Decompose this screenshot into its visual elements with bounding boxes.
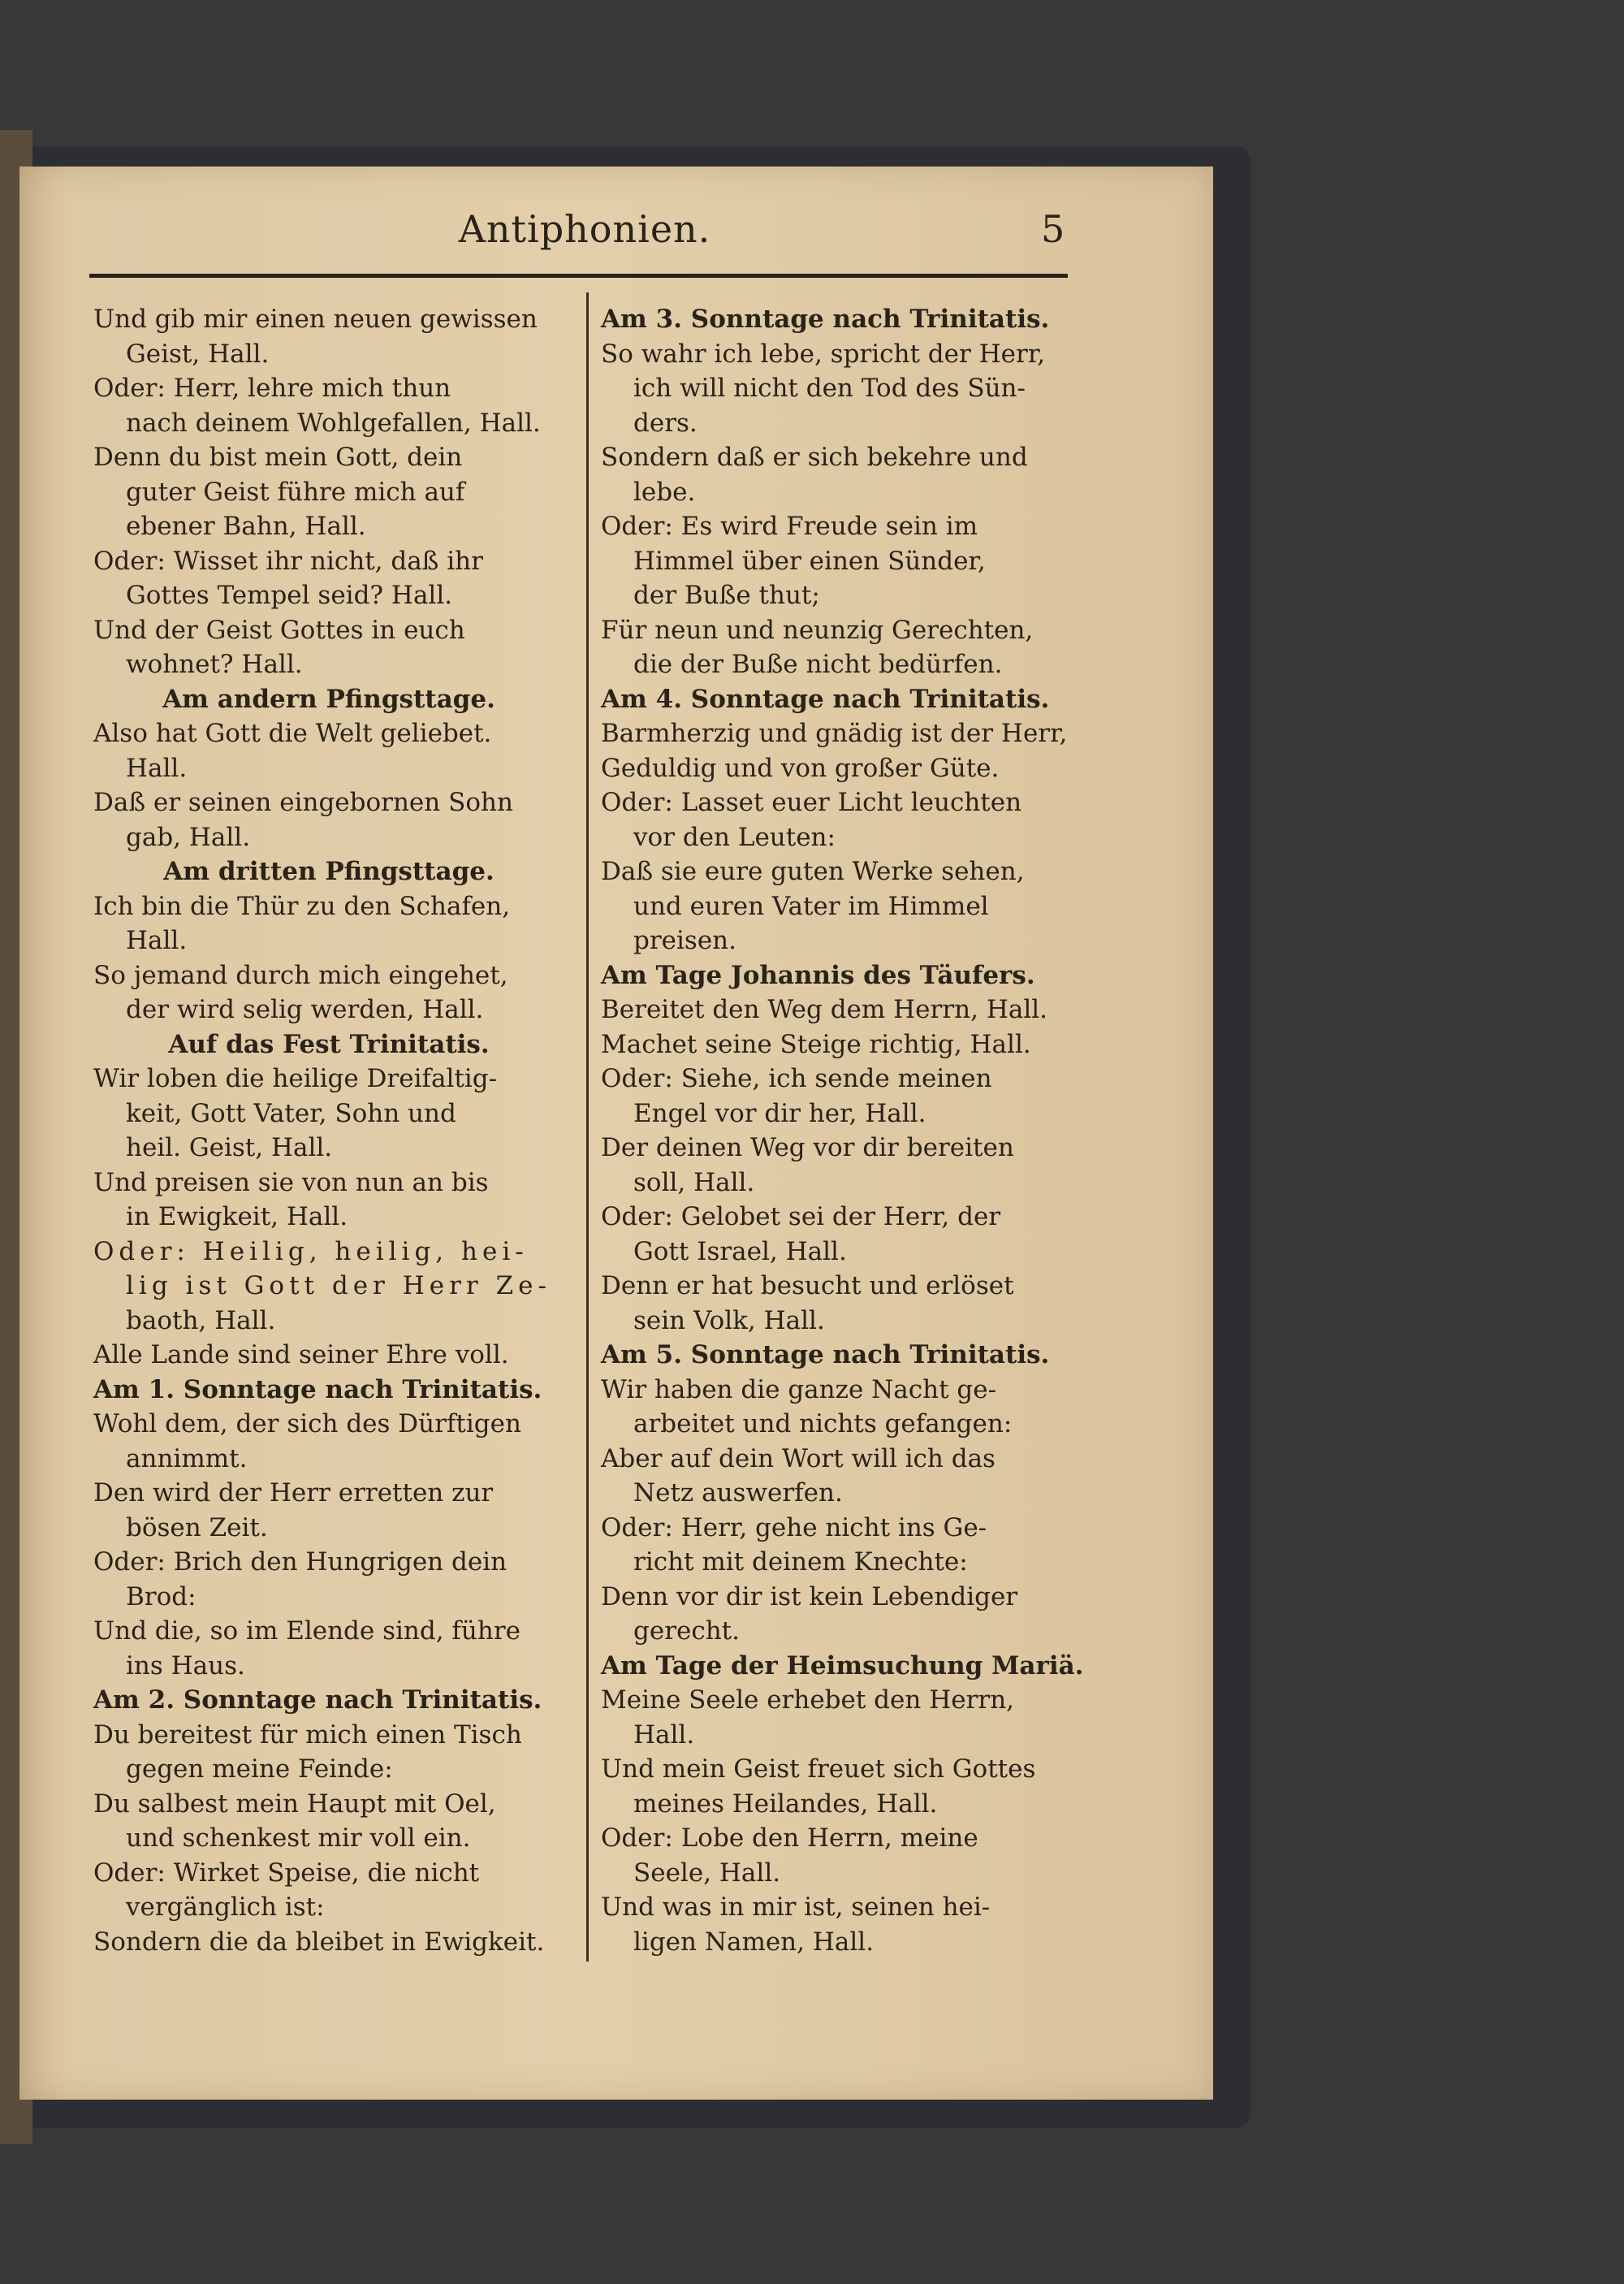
text-line: Also hat Gott die Welt geliebet. (93, 719, 492, 748)
text-line: Engel vor dir her, Hall. (633, 1098, 926, 1128)
section-heading: Am andern Pfingsttage. (162, 684, 495, 714)
text-line: Hall. (633, 1719, 695, 1750)
text-line: soll, Hall. (633, 1167, 755, 1197)
text-line: und schenkest mir voll ein. (126, 1823, 471, 1853)
text-line: bösen Zeit. (126, 1512, 268, 1542)
text-line: Barmherzig und gnädig ist der Herr, (601, 719, 1068, 748)
text-line: Du salbest mein Haupt mit Oel, (93, 1789, 496, 1819)
text-line: Daß sie eure guten Werke sehen, (601, 857, 1025, 886)
section-heading: Auf das Fest Trinitatis. (168, 1029, 490, 1059)
text-line: Und gib mir einen neuen gewissen (93, 305, 538, 334)
text-line: guter Geist führe mich auf (126, 477, 465, 507)
text-line: lebe. (633, 477, 696, 507)
text-line: Hall. (126, 753, 188, 783)
text-line: Alle Lande sind seiner Ehre voll. (93, 1340, 509, 1369)
text-line: ligen Namen, Hall. (633, 1927, 875, 1957)
left-column (93, 302, 564, 1959)
text-line: heil. Geist, Hall. (126, 1133, 333, 1162)
text-line: der wird selig werden, Hall. (126, 995, 484, 1024)
text-line: Denn vor dir ist kein Lebendiger (601, 1581, 1018, 1611)
text-line: ders. (633, 408, 698, 438)
page-number: 5 (1041, 207, 1065, 251)
text-line: baoth, Hall. (126, 1305, 276, 1335)
text-line: ich will nicht den Tod des Sün- (633, 374, 1026, 403)
text-line: die der Buße nicht bedürfen. (633, 650, 1003, 679)
text-line: Ich bin die Thür zu den Schafen, (93, 891, 511, 921)
text-line: Brod: (126, 1581, 197, 1611)
text-line: Du bereitest für mich einen Tisch (93, 1719, 522, 1750)
section-heading: Am 1. Sonntage nach Trinitatis. (93, 1374, 542, 1404)
text-line: gegen meine Feinde: (126, 1754, 393, 1784)
text-line: Meine Seele erhebet den Herrn, (601, 1685, 1015, 1715)
page-title: Antiphonien. (458, 207, 711, 251)
text-line: So wahr ich lebe, spricht der Herr, (601, 339, 1046, 369)
text-line: Und was in mir ist, seinen hei- (601, 1893, 991, 1922)
text-line: der Buße thut; (633, 581, 820, 610)
text-line: wohnet? Hall. (126, 650, 303, 679)
text-line: Netz auswerfen. (633, 1478, 843, 1508)
section-heading: Am 5. Sonntage nach Trinitatis. (601, 1340, 1050, 1369)
text-line: Und die, so im Elende sind, führe (93, 1616, 521, 1646)
text-line: Sondern die da bleibet in Ewigkeit. (93, 1927, 545, 1957)
text-line: nach deinem Wohlgefallen, Hall. (126, 408, 541, 438)
text-line: Oder: Herr, gehe nicht ins Ge- (601, 1512, 987, 1542)
text-line: So jemand durch mich eingehet, (93, 960, 508, 990)
text-line: Wir loben die heilige Dreifaltig- (93, 1064, 498, 1093)
text-line: Sondern daß er sich bekehre und (601, 443, 1028, 472)
text-line: Denn er hat besucht und erlöset (601, 1271, 1014, 1300)
section-heading: Am Tage der Heimsuchung Mariä. (601, 1650, 1084, 1681)
section-heading: Am dritten Pfingsttage. (163, 857, 495, 886)
text-line: vor den Leuten: (633, 822, 836, 852)
text-line: Für neun und neunzig Gerechten, (601, 615, 1034, 645)
text-line: Wohl dem, der sich des Dürftigen (93, 1409, 521, 1438)
text-line: Seele, Hall. (633, 1858, 781, 1888)
text-line: Himmel über einen Sünder, (633, 546, 986, 576)
section-heading: Am Tage Johannis des Täufers. (601, 960, 1035, 990)
text-line: Geduldig und von großer Güte. (601, 753, 1000, 783)
text-line: Gottes Tempel seid? Hall. (126, 581, 453, 610)
text-line: Oder: Wisset ihr nicht, daß ihr (93, 546, 483, 576)
text-line: ins Haus. (126, 1650, 245, 1681)
section-heading: Am 2. Sonntage nach Trinitatis. (93, 1685, 542, 1715)
text-line: Und mein Geist freuet sich Gottes (601, 1754, 1036, 1784)
text-line: Oder: Lasset euer Licht leuchten (601, 788, 1022, 817)
text-line: lig ist Gott der Herr Ze- (126, 1271, 551, 1300)
text-line: und euren Vater im Himmel (633, 891, 989, 921)
text-line: Und preisen sie von nun an bis (93, 1167, 489, 1197)
text-line: Oder: Lobe den Herrn, meine (601, 1823, 978, 1853)
text-line: Daß er seinen eingebornen Sohn (93, 788, 513, 817)
text-line: Den wird der Herr erretten zur (93, 1478, 494, 1508)
text-line: annimmt. (126, 1443, 248, 1473)
text-line: meines Heilandes, Hall. (633, 1789, 938, 1819)
text-line: vergänglich ist: (126, 1893, 325, 1922)
text-line: in Ewigkeit, Hall. (126, 1202, 348, 1231)
right-column (601, 302, 1084, 1959)
text-line: Wir haben die ganze Nacht ge- (601, 1374, 997, 1404)
text-line: Oder: Es wird Freude sein im (601, 512, 978, 541)
text-line: Bereitet den Weg dem Herrn, Hall. (601, 995, 1048, 1024)
text-line: keit, Gott Vater, Sohn und (126, 1098, 456, 1128)
text-line: arbeitet und nichts gefangen: (633, 1409, 1013, 1438)
column-divider (586, 292, 589, 1962)
text-line: Oder: Siehe, ich sende meinen (601, 1064, 992, 1093)
text-line: Oder: Wirket Speise, die nicht (93, 1858, 480, 1888)
text-line: Geist, Hall. (126, 339, 270, 369)
text-line: Der deinen Weg vor dir bereiten (601, 1133, 1014, 1162)
text-line: gerecht. (633, 1616, 740, 1646)
text-line: sein Volk, Hall. (633, 1305, 825, 1335)
text-line: Denn du bist mein Gott, dein (93, 443, 463, 472)
text-line: Oder: Gelobet sei der Herr, der (601, 1202, 1001, 1231)
header-rule (89, 274, 1068, 278)
text-line: gab, Hall. (126, 822, 251, 852)
section-heading: Am 4. Sonntage nach Trinitatis. (601, 684, 1050, 714)
text-line: Hall. (126, 926, 188, 955)
text-line: ebener Bahn, Hall. (126, 512, 366, 541)
text-line: Oder: Herr, lehre mich thun (93, 374, 451, 403)
text-line: Und der Geist Gottes in euch (93, 615, 465, 645)
text-line: richt mit deinem Knechte: (633, 1547, 968, 1577)
text-line: Gott Israel, Hall. (633, 1236, 847, 1266)
section-heading: Am 3. Sonntage nach Trinitatis. (601, 305, 1050, 334)
text-line: Machet seine Steige richtig, Hall. (601, 1029, 1031, 1059)
text-line: Aber auf dein Wort will ich das (601, 1443, 996, 1473)
text-line: Oder: Heilig, heilig, hei- (93, 1236, 529, 1266)
text-line: Oder: Brich den Hungrigen dein (93, 1547, 508, 1577)
text-line: preisen. (633, 926, 736, 955)
